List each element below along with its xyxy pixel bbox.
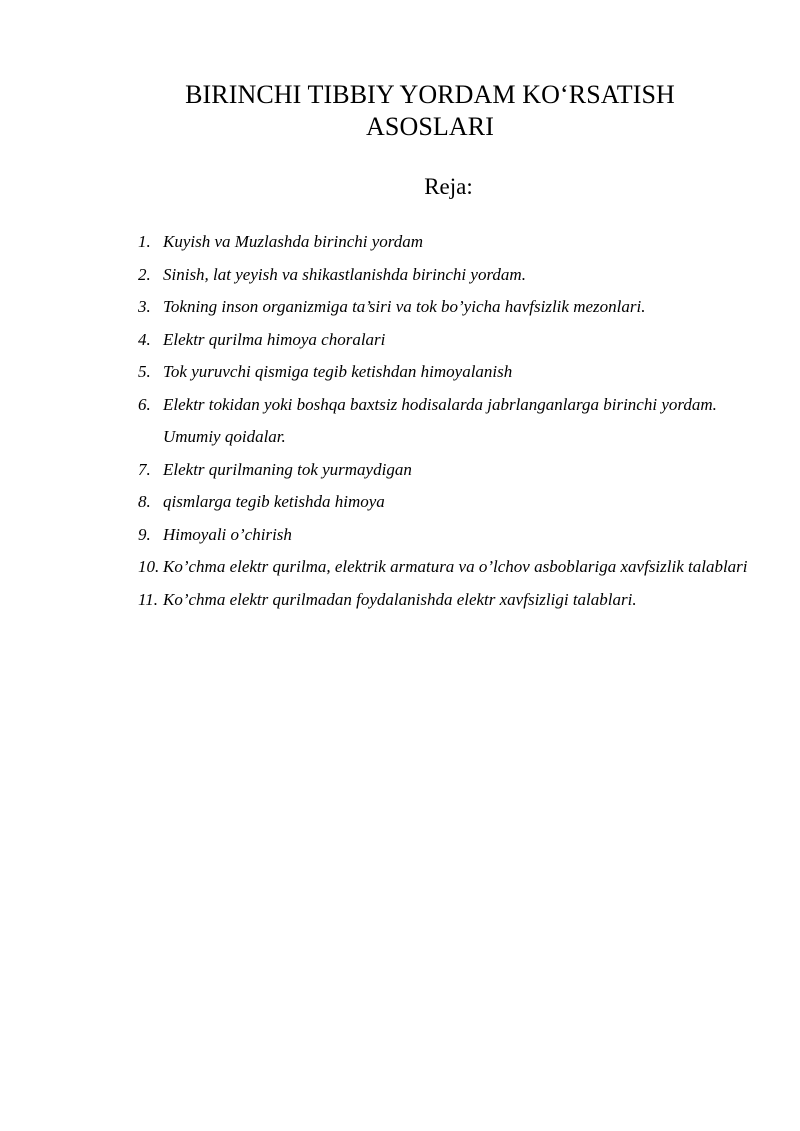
plan-item-number: 11. (138, 589, 158, 609)
plan-item-6 (138, 389, 753, 454)
plan-item-5 (138, 356, 753, 389)
plan-item-text: qismlarga tegib ketishda himoya (163, 492, 385, 511)
plan-item-8 (138, 486, 753, 519)
plan-item-number: 5. (138, 362, 151, 381)
plan-item-4 (138, 324, 753, 357)
title-line-2: ASOSLARI (366, 112, 494, 141)
plan-item-text: Elektr qurilmaning tok yurmaydigan (163, 459, 412, 479)
plan-item-number: 1. (138, 232, 151, 251)
plan-item-number: 8. (138, 492, 151, 511)
plan-item-2 (138, 259, 753, 292)
plan-item-text: Tokning inson organizmiga ta’siri va tok bo’yicha havfsizlik mezonlari. (163, 297, 646, 316)
plan-item-number: 2. (138, 264, 151, 284)
title-line-1: BIRINCHI TIBBIY YORDAM KO‘RSATISH (185, 80, 675, 109)
plan-item-number: 4. (138, 329, 151, 349)
plan-item-text: Elektr tokidan yoki boshqa baxtsiz hodisalarda jabrlanganlarga birinchi yordam. Umumiy qoidalar. (163, 394, 717, 446)
plan-item-3 (138, 291, 753, 324)
plan-item-number: 10. (138, 557, 160, 576)
plan-item-text: Himoyali o’chirish (163, 524, 292, 544)
plan-item-7 (138, 454, 753, 487)
plan-item-text: Ko’chma elektr qurilmadan foydalanishda elektr xavfsizligi talablari. (163, 589, 637, 609)
plan-item-text: Tok yuruvchi qismiga tegib ketishdan himoyalanish (163, 362, 513, 381)
plan-item-number: 9. (138, 524, 151, 544)
plan-item-text: Kuyish va Muzlashda birinchi yordam (163, 232, 424, 251)
plan-item-10 (138, 551, 753, 584)
page-title (150, 79, 710, 143)
plan-list (138, 226, 753, 616)
plan-item-9 (138, 519, 753, 552)
plan-item-number: 3. (138, 297, 151, 316)
plan-item-number: 7. (138, 459, 151, 479)
plan-item-text: Elektr qurilma himoya choralari (163, 329, 386, 349)
plan-item-number: 6. (138, 394, 151, 414)
plan-item-11 (138, 584, 753, 617)
plan-item-text: Sinish, lat yeyish va shikastlanishda birinchi yordam. (163, 264, 526, 284)
plan-heading: Reja: (424, 174, 473, 199)
plan-item-1 (138, 226, 753, 259)
plan-item-text: Ko’chma elektr qurilma, elektrik armatura va o’lchov asboblariga xavfsizlik talablari (163, 557, 748, 576)
